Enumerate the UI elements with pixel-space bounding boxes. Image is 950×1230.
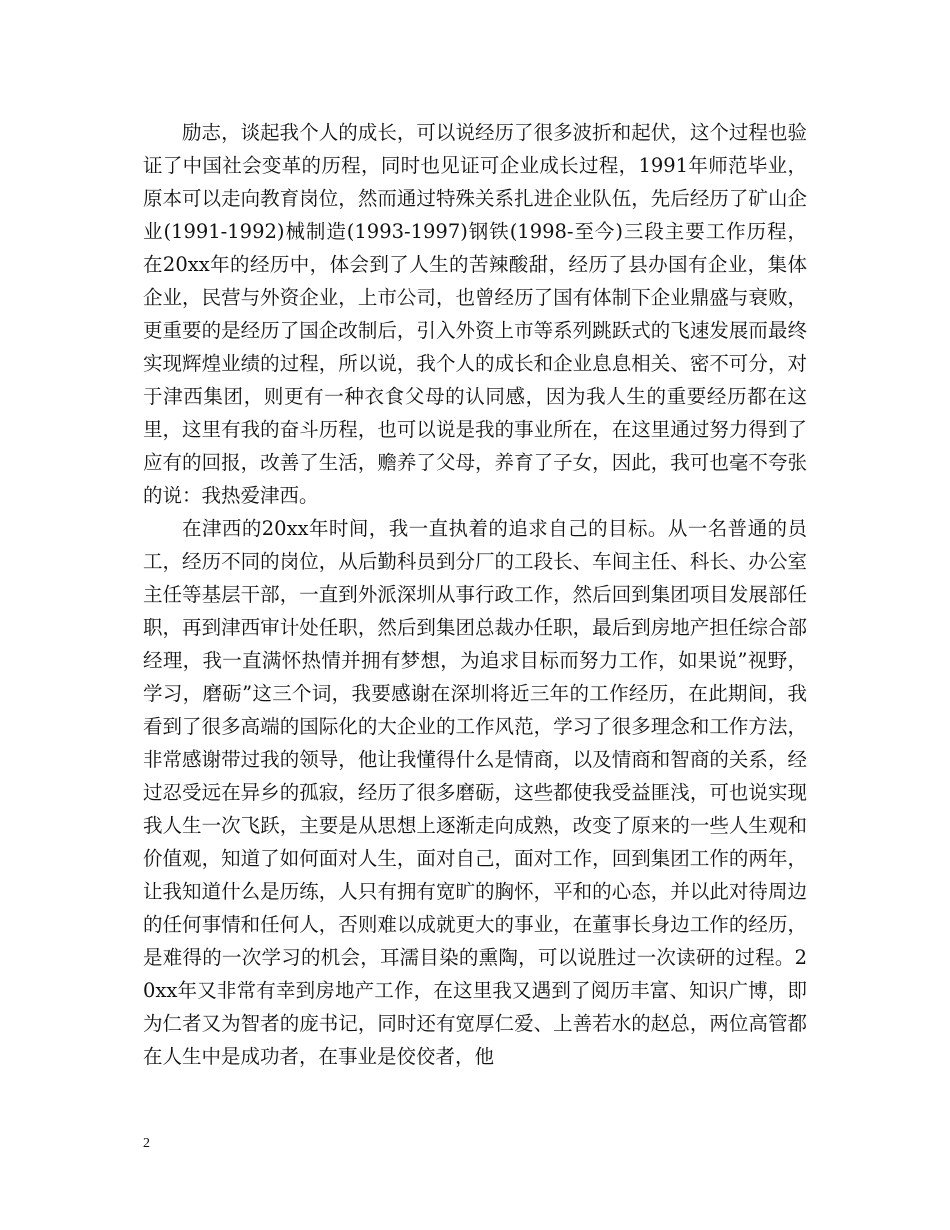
paragraph-1: 励志，谈起我个人的成长，可以说经历了很多波折和起伏，这个过程也验证了中国社会变革的历程，同时也见证可企业成长过程，1991年师范毕业，原本可以走向教育岗位，然而通过特殊关系扎进企业队伍，先后经历了矿山企业(1991-1992)械制造(1993-1997)钢铁(1998-至今)三段主要工作历程，在20xx年的经历中，体会到了人生的苦辣酸甜，经历了县办国有企业，集体企业，民营与外资企业，上市公司，也曾经历了国有体制下企业鼎盛与衰败，更重要的是经历了国企改制后，引入外资上市等系列跳跃式的飞速发展而最终实现辉煌业绩的过程，所以说，我个人的成长和企业息息相关、密不可分，对于津西集团，则更有一种衣食父母的认同感，因为我人生的重要经历都在这里，这里有我的奋斗历程，也可以说是我的事业所在，在这里通过努力得到了应有的回报，改善了生活，赡养了父母，养育了子女，因此，我可也毫不夸张的说：我热爱津西。 bbox=[143, 121, 807, 507]
paragraph-2: 在津西的20xx年时间，我一直执着的追求自己的目标。从一名普通的员工，经历不同的岗位，从后勤科员到分厂的工段长、车间主任、科长、办公室主任等基层干部，一直到外派深圳从事行政工作，然后回到集团项目发展部任职，再到津西审计处任职，然后到集团总裁办任职，最后到房地产担任综合部经理，我一直满怀热情并拥有梦想，为追求目标而努力工作，如果说”视野，学习，磨砺”这三个词，我要感谢在深圳将近三年的工作经历，在此期间，我看到了很多高端的国际化的大企业的工作风范，学习了很多理念和工作方法，非常感谢带过我的领导，他让我懂得什么是情商，以及情商和智商的关系，经过忍受远在异乡的孤寂，经历了很多磨砺，这些都使我受益匪浅，可也说实现我人生一次飞跃，主要是从思想上逐渐走向成熟，改变了原来的一些人生观和价值观，知道了如何面对人生，面对自己，面对工作，回到集团工作的两年，让我知道什么是历练，人只有拥有宽旷的胸怀，平和的心态，并以此对待周边的任何事情和任何人，否则难以成就更大的事业，在董事长身边工作的经历，是难得的一次学习的机会，耳濡目染的熏陶，可以说胜过一次读研的过程。20xx年又非常有幸到房地产工作，在这里我又遇到了阅历丰富、知识广博，即为仁者又为智者的庞书记，同时还有宽厚仁爱、上善若水的赵总，两位高管都在人生中是成功者，在事业是佼佼者，他 bbox=[143, 517, 807, 1068]
body-text bbox=[143, 116, 807, 1073]
page-number: 2 bbox=[143, 1136, 150, 1151]
